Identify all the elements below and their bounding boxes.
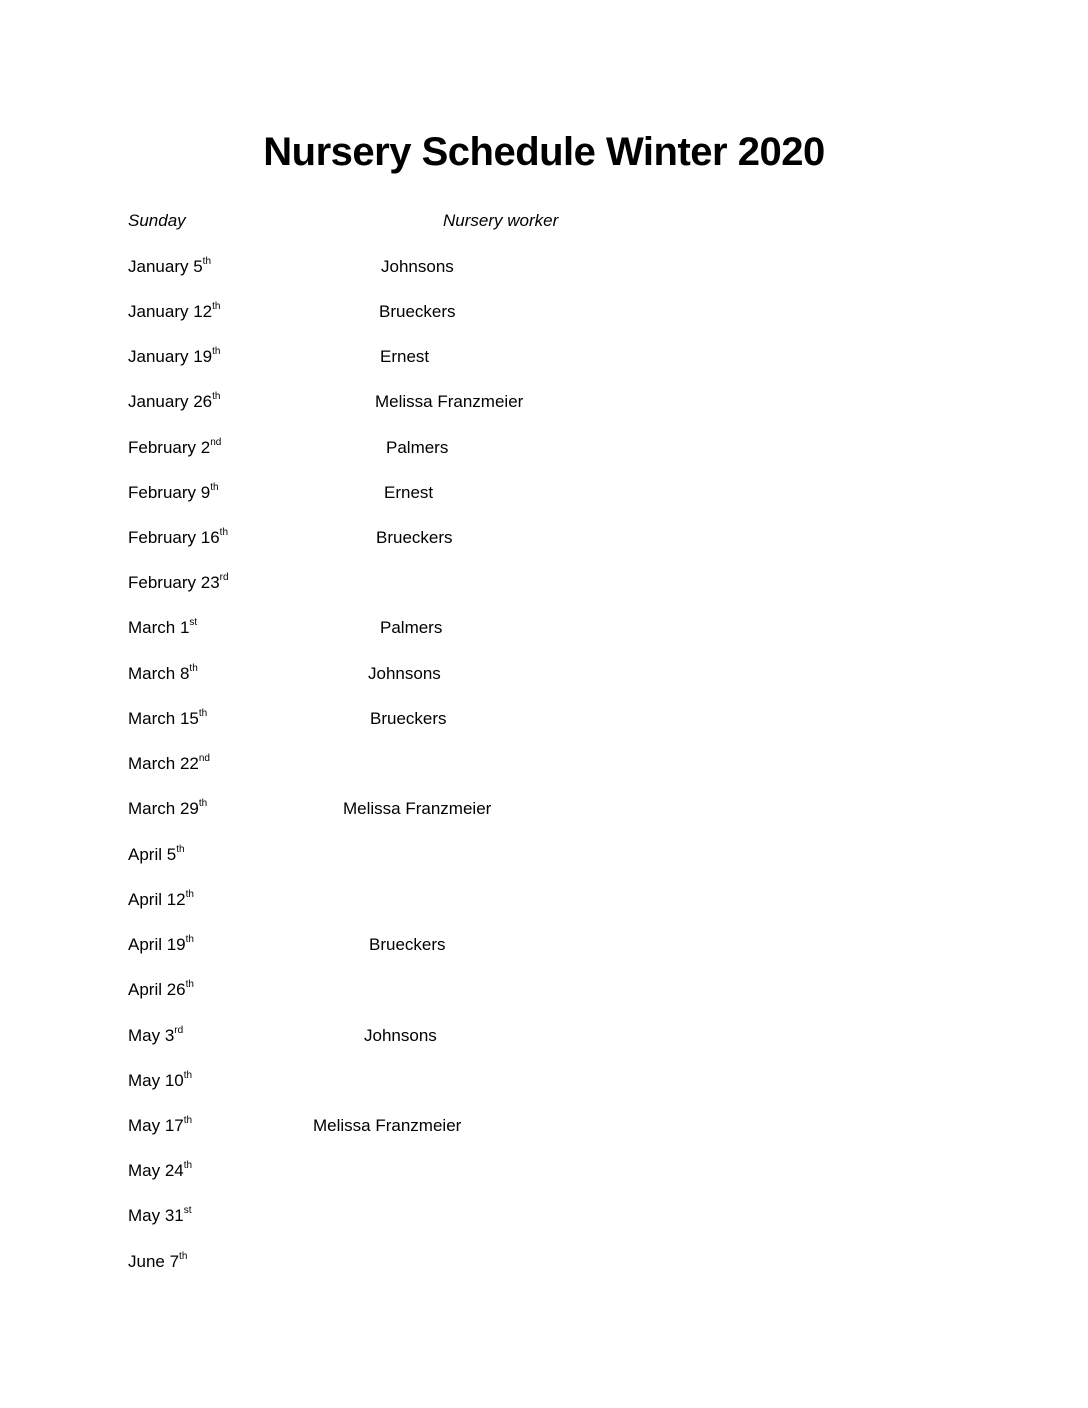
- schedule-date-text: February 23: [128, 573, 220, 592]
- schedule-date: [128, 302, 220, 322]
- schedule-worker: Johnsons: [364, 1026, 437, 1045]
- schedule-date: [128, 438, 221, 458]
- schedule-date-ordinal-suffix: nd: [198, 753, 210, 764]
- schedule-worker: Brueckers: [370, 709, 447, 728]
- schedule-date-ordinal-suffix: th: [183, 1160, 193, 1171]
- schedule-date-text: February 9: [128, 483, 211, 502]
- schedule-row: [0, 1116, 1088, 1146]
- page-title: Nursery Schedule Winter 2020: [263, 130, 825, 174]
- schedule-date-ordinal-suffix: th: [202, 256, 212, 267]
- schedule-date: [128, 573, 229, 593]
- schedule-date-text: April 19: [128, 935, 186, 954]
- schedule-worker: Brueckers: [369, 935, 446, 954]
- schedule-row: [0, 347, 1088, 377]
- schedule-row: [0, 1161, 1088, 1191]
- schedule-date-ordinal-suffix: th: [183, 1115, 193, 1126]
- column-header-sunday: Sunday: [128, 211, 186, 230]
- schedule-row: [0, 257, 1088, 287]
- schedule-worker: Palmers: [380, 618, 443, 637]
- schedule-date-ordinal-suffix: th: [198, 798, 208, 809]
- schedule-row: [0, 664, 1088, 694]
- schedule-date-ordinal-suffix: nd: [210, 437, 222, 448]
- schedule-date-text: March 15: [128, 709, 199, 728]
- schedule-date-ordinal-suffix: rd: [219, 572, 229, 583]
- schedule-row: [0, 890, 1088, 920]
- schedule-worker: Johnsons: [368, 664, 441, 683]
- schedule-date-ordinal-suffix: th: [212, 391, 221, 402]
- schedule-worker: Brueckers: [376, 528, 453, 547]
- schedule-row: [0, 483, 1088, 513]
- schedule-date-ordinal-suffix: th: [210, 482, 219, 493]
- schedule-row: [0, 1071, 1088, 1101]
- schedule-row: [0, 1252, 1088, 1282]
- schedule-worker: Melissa Franzmeier: [343, 799, 492, 818]
- schedule-date-ordinal-suffix: th: [212, 301, 221, 312]
- schedule-date-text: January 5: [128, 257, 203, 276]
- schedule-date-text: April 12: [128, 890, 186, 909]
- schedule-date: [128, 890, 194, 910]
- schedule-date-text: May 31: [128, 1206, 184, 1225]
- schedule-row: [0, 573, 1088, 603]
- schedule-date-text: May 24: [128, 1161, 184, 1180]
- schedule-worker: Ernest: [384, 483, 434, 502]
- schedule-date: [128, 980, 194, 1000]
- schedule-date: [128, 483, 219, 503]
- schedule-date-text: January 19: [128, 347, 213, 366]
- schedule-date: [128, 799, 207, 819]
- schedule-row: [0, 754, 1088, 784]
- schedule-date-text: February 16: [128, 528, 220, 547]
- schedule-date-ordinal-suffix: th: [212, 346, 221, 357]
- schedule-date-text: March 8: [128, 664, 190, 683]
- schedule-date-ordinal-suffix: th: [176, 844, 185, 855]
- schedule-row: [0, 935, 1088, 965]
- schedule-date-text: May 3: [128, 1026, 175, 1045]
- schedule-date-ordinal-suffix: st: [189, 617, 198, 628]
- schedule-date: [128, 709, 207, 729]
- schedule-date-ordinal-suffix: st: [183, 1205, 192, 1216]
- schedule-date-ordinal-suffix: th: [185, 979, 194, 990]
- schedule-date-text: June 7: [128, 1252, 180, 1271]
- schedule-worker: Brueckers: [379, 302, 456, 321]
- schedule-date-ordinal-suffix: th: [179, 1251, 188, 1262]
- schedule-date: [128, 1026, 183, 1046]
- schedule-row: [0, 845, 1088, 875]
- schedule-date-text: January 26: [128, 392, 213, 411]
- schedule-worker: Ernest: [380, 347, 430, 366]
- schedule-row: [0, 799, 1088, 829]
- schedule-row: [0, 392, 1088, 422]
- schedule-row: [0, 980, 1088, 1010]
- schedule-row: [0, 618, 1088, 648]
- schedule-date: [128, 1161, 192, 1181]
- schedule-date-ordinal-suffix: th: [198, 708, 208, 719]
- schedule-date: [128, 754, 210, 774]
- schedule-date-text: May 17: [128, 1116, 184, 1135]
- schedule-row: [0, 438, 1088, 468]
- schedule-worker: Palmers: [386, 438, 449, 457]
- schedule-row: [0, 1206, 1088, 1236]
- column-header-nursery-worker: Nursery worker: [443, 211, 559, 230]
- schedule-date-text: March 29: [128, 799, 199, 818]
- schedule-date-ordinal-suffix: th: [183, 1070, 193, 1081]
- schedule-row: [0, 528, 1088, 558]
- schedule-date-ordinal-suffix: th: [219, 527, 229, 538]
- schedule-date: [128, 347, 220, 367]
- schedule-date-text: March 1: [128, 618, 190, 637]
- schedule-date: [128, 1252, 187, 1272]
- schedule-date: [128, 1206, 192, 1226]
- schedule-date: [128, 664, 198, 684]
- schedule-date-ordinal-suffix: rd: [174, 1025, 184, 1036]
- schedule-date: [128, 257, 211, 277]
- schedule-date: [128, 1071, 192, 1091]
- schedule-worker: Johnsons: [381, 257, 454, 276]
- schedule-worker: Melissa Franzmeier: [375, 392, 524, 411]
- schedule-date-text: May 10: [128, 1071, 184, 1090]
- schedule-date-ordinal-suffix: th: [189, 663, 198, 674]
- schedule-date: [128, 528, 228, 548]
- schedule-worker: Melissa Franzmeier: [313, 1116, 462, 1135]
- schedule-date: [128, 935, 194, 955]
- schedule-date: [128, 392, 220, 412]
- schedule-date: [128, 618, 197, 638]
- schedule-date: [128, 1116, 192, 1136]
- schedule-date-text: March 22: [128, 754, 199, 773]
- schedule-date-ordinal-suffix: th: [185, 934, 194, 945]
- schedule-date-ordinal-suffix: th: [185, 889, 194, 900]
- schedule-date-text: April 26: [128, 980, 186, 999]
- schedule-row: [0, 1026, 1088, 1056]
- schedule-row: [0, 709, 1088, 739]
- schedule-date-text: January 12: [128, 302, 213, 321]
- schedule-date-text: April 5: [128, 845, 177, 864]
- schedule-date: [128, 845, 185, 865]
- schedule-row: [0, 302, 1088, 332]
- schedule-date-text: February 2: [128, 438, 211, 457]
